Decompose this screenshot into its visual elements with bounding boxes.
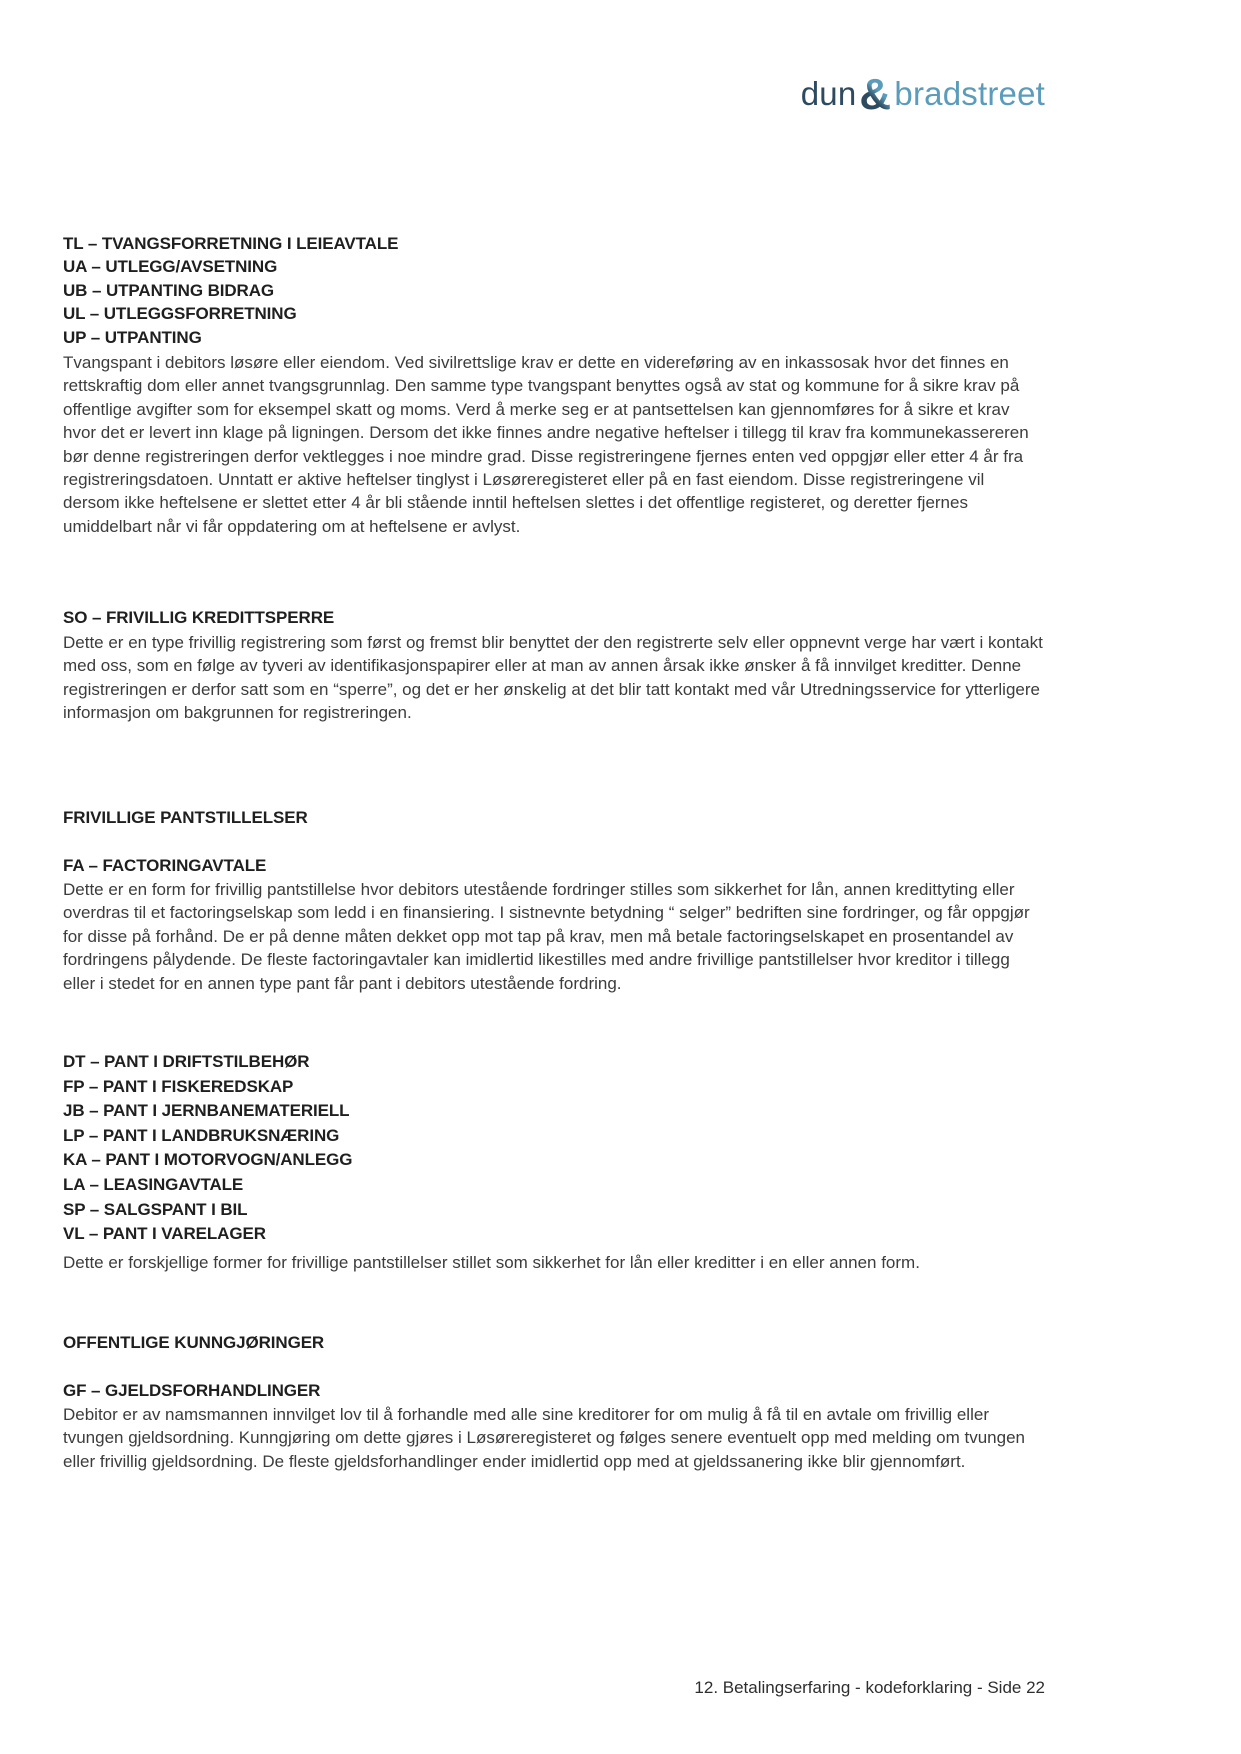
paragraph-fa: Dette er en form for frivillig pantstillelse hvor debitors utestående fordringer stilles som sikkerhet for lån, annen kredittyting eller overdras til et factoringselskap som ledd i en finansiering. I sistnevnte betydning “ selger” bedriften sine fordringer, og får oppgjør for disse på forhånd. De er på denne måten dekket opp mot tap på krav, men må betale factoringselskapet en prosentandel av fordringens pålydende. De fleste factoringavtaler kan imidlertid likestilles med andre frivillige pantstillelser hvor kreditor i tillegg eller i stedet for en annen type pant får pant i debitors utestående fordring. [63, 880, 1030, 993]
code-heading-gf: GF – GJELDSFORHANDLINGER [63, 1381, 321, 1400]
section-title-frivillige-pantstillelser: FRIVILLIGE PANTSTILLELSER [63, 808, 308, 827]
dun-bradstreet-logo [800, 70, 1045, 119]
code-heading-lp: LP – PANT I LANDBRUKSNÆRING [63, 1125, 340, 1145]
code-heading-la: LA – LEASINGAVTALE [63, 1174, 244, 1194]
code-heading-vl: VL – PANT I VARELAGER [63, 1224, 266, 1244]
page-footer: 12. Betalingserfaring - kodeforklaring - Side 22 [694, 1678, 1045, 1697]
logo-text-dun: dun [800, 75, 857, 112]
paragraph-tvangspant: Tvangspant i debitors løsøre eller eiendom. Ved sivilrettslige krav er dette en videreføring av en inkassosak hvor det finnes en rettskraftig dom eller annet tvangsgrunnlag. Den samme type tvangspant benyttes også av stat og kommune for å sikre krav på offentlige avgifter som for eksempel skatt og moms. Verd å merke seg er at pantsettelsen kan gjennomføres for å sikre et krav hvor det er levert inn klage på ligningen. Dersom det ikke finnes andre negative heftelser i tillegg til krav fra kommunekassereren bør denne registreringen derfor vektlegges i noe mindre grad. Disse registreringene fjernes enten ved oppgjør eller etter 4 år fra registreringsdatoen. Unntatt er aktive heftelser tinglyst i Løsøreregisteret eller på en fast eiendom. Disse registreringene vil dersom ikke heftelsene er slettet etter 4 år bli stående inntil heftelsen slettes i det offentlige registeret, og deretter fjernes umiddelbart når vi får oppdatering om at heftelsene er avlyst. [63, 353, 1029, 536]
code-heading-ka: KA – PANT I MOTORVOGN/ANLEGG [63, 1150, 353, 1170]
code-heading-fa: FA – FACTORINGAVTALE [63, 856, 267, 875]
code-heading-ul: UL – UTLEGGSFORRETNING [63, 304, 297, 324]
code-heading-dt: DT – PANT I DRIFTSTILBEHØR [63, 1052, 310, 1071]
paragraph-gf: Debitor er av namsmannen innvilget lov til å forhandle med alle sine kreditorer for om mulig å få til en avtale om frivillig eller tvungen gjeldsordning. Kunngjøring om dette gjøres i Løsøreregisteret og følges senere eventuelt opp med melding om tvungen eller frivillig gjeldsordning. De fleste gjeldsforhandlinger ender imidlertid opp med at gjeldssanering ikke blir gjennomført. [63, 1405, 1025, 1471]
code-heading-block-pant [63, 1050, 1045, 1247]
code-heading-sp: SP – SALGSPANT I BIL [63, 1199, 248, 1219]
code-heading-ua: UA – UTLEGG/AVSETNING [63, 257, 278, 277]
logo-text-bradstreet: bradstreet [894, 75, 1045, 112]
paragraph-pantstillelser-summary: Dette er forskjellige former for frivillige pantstillelser stillet som sikkerhet for lån eller kreditter i en eller annen form. [63, 1253, 920, 1272]
section-title-offentlige-kunngjoringer: OFFENTLIGE KUNNGJØRINGER [63, 1333, 325, 1352]
code-heading-fp: FP – PANT I FISKEREDSKAP [63, 1076, 294, 1096]
code-heading-so: SO – FRIVILLIG KREDITTSPERRE [63, 608, 335, 627]
code-heading-block-tvang [63, 232, 1045, 349]
code-heading-ub: UB – UTPANTING BIDRAG [63, 280, 275, 300]
code-heading-tl: TL – TVANGSFORRETNING I LEIEAVTALE [63, 234, 399, 253]
code-heading-jb: JB – PANT I JERNBANEMATERIELL [63, 1101, 350, 1121]
paragraph-so: Dette er en type frivillig registrering som først og fremst blir benyttet der den registrerte selv eller oppnevnt verge har vært i kontakt med oss, som en følge av tyveri av identifikasjonspapirer eller at man av annen årsak ikke ønsker å få innvilget kreditter. Denne registreringen er derfor satt som en “sperre”, og det er her ønskelig at det blir tatt kontakt med vår Utredningsservice for ytterligere informasjon om bakgrunnen for registreringen. [63, 633, 1043, 723]
code-heading-up: UP – UTPANTING [63, 327, 202, 347]
ampersand-logo-icon: & [859, 70, 892, 119]
